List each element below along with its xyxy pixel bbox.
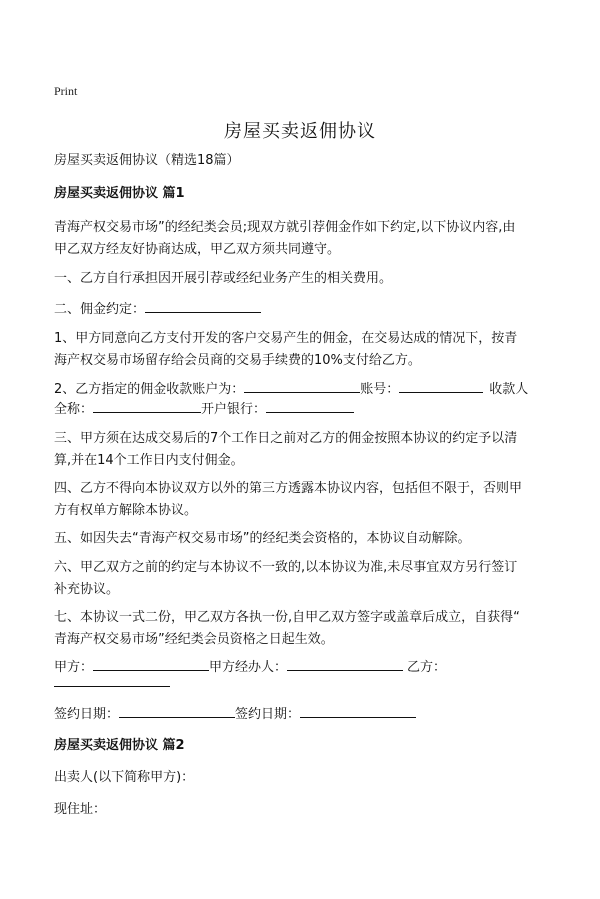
clause-7-line-1: 六、甲乙双方之前的约定与本协议不一致的,以本协议为准,未尽事宜双方另行签订 xyxy=(54,560,518,575)
sign-date-blank-1[interactable] xyxy=(119,703,235,718)
clause-1: 一、乙方自行承担因开展引荐或经纪业务产生的相关费用。 xyxy=(54,271,393,286)
payee-line xyxy=(54,398,554,421)
section-heading-part2: 房屋买卖返佣协议 篇2 xyxy=(54,738,185,753)
sign-date-label-1: 签约日期： xyxy=(54,707,120,722)
page-title: 房屋买卖返佣协议 xyxy=(224,121,376,142)
agent-blank[interactable] xyxy=(287,656,403,671)
clause-3-line-1: 1、甲方同意向乙方支付开发的客户交易产生的佣金，在交易达成的情况下，按青 xyxy=(54,331,518,346)
clause-5-line-1: 四、乙方不得向本协议双方以外的第三方透露本协议内容，包括但不限于，否则甲 xyxy=(54,481,523,496)
bank-label: 开户银行： xyxy=(201,402,267,417)
sign-date-label-2: 签约日期： xyxy=(235,707,301,722)
bank-blank[interactable] xyxy=(266,398,354,413)
clause-8-line-1: 七、本协议一式二份，甲乙双方各执一份,自甲乙双方签字或盖章后成立，自获得“ xyxy=(54,610,520,625)
commission-label: 二、佣金约定： xyxy=(54,302,146,317)
address-line: 现住址： xyxy=(54,802,107,817)
payee-blank[interactable] xyxy=(93,398,201,413)
clause-4-line-1: 三、甲方须在达成交易后的7个工作日之前对乙方的佣金按照本协议的约定予以清 xyxy=(54,431,518,446)
seller-line: 出卖人(以下简称甲方)： xyxy=(54,770,195,785)
agent-label: 甲方经办人： xyxy=(209,660,288,675)
party-b-blank[interactable] xyxy=(54,672,170,687)
intro-line-1: 青海产权交易市场”的经纪类会员;现双方就引荐佣金作如下约定,以下协议内容,由 xyxy=(54,220,516,235)
section-heading-part1: 房屋买卖返佣协议 篇1 xyxy=(54,186,185,201)
intro-line-2: 甲乙双方经友好协商达成，甲乙双方须共同遵守。 xyxy=(54,242,341,257)
account-number-blank[interactable] xyxy=(399,378,483,393)
party-a-blank[interactable] xyxy=(93,656,209,671)
account-blank[interactable] xyxy=(244,378,360,393)
account-number-label: 账号： xyxy=(360,382,400,397)
sign-date-blank-2[interactable] xyxy=(300,703,416,718)
clause-2 xyxy=(54,298,554,321)
party-b-blank-line xyxy=(54,672,554,695)
party-b-label: 乙方： xyxy=(407,660,447,675)
clause-7-line-2: 补充协议。 xyxy=(54,582,120,597)
payee-label: 收款人 xyxy=(489,382,529,397)
clause-6: 五、如因失去“青海产权交易市场”的经纪类会资格的，本协议自动解除。 xyxy=(54,531,471,546)
document-subtitle: 房屋买卖返佣协议（精选18篇） xyxy=(54,153,240,168)
payee-name-label: 全称： xyxy=(54,402,94,417)
party-a-label: 甲方： xyxy=(54,660,94,675)
account-label: 2、乙方指定的佣金收款账户为： xyxy=(54,382,245,397)
clause-5-line-2: 方有权单方解除本协议。 xyxy=(54,503,198,518)
clause-3-line-2: 海产权交易市场留存给会员商的交易手续费的10%支付给乙方。 xyxy=(54,353,421,368)
clause-4-line-2: 算,并在14个工作日内支付佣金。 xyxy=(54,453,244,468)
print-link[interactable]: Print xyxy=(54,84,78,98)
clause-8-line-2: 青海产权交易市场”经纪类会员资格之日起生效。 xyxy=(54,632,334,647)
commission-blank[interactable] xyxy=(145,298,261,313)
sign-date-line xyxy=(54,703,554,726)
